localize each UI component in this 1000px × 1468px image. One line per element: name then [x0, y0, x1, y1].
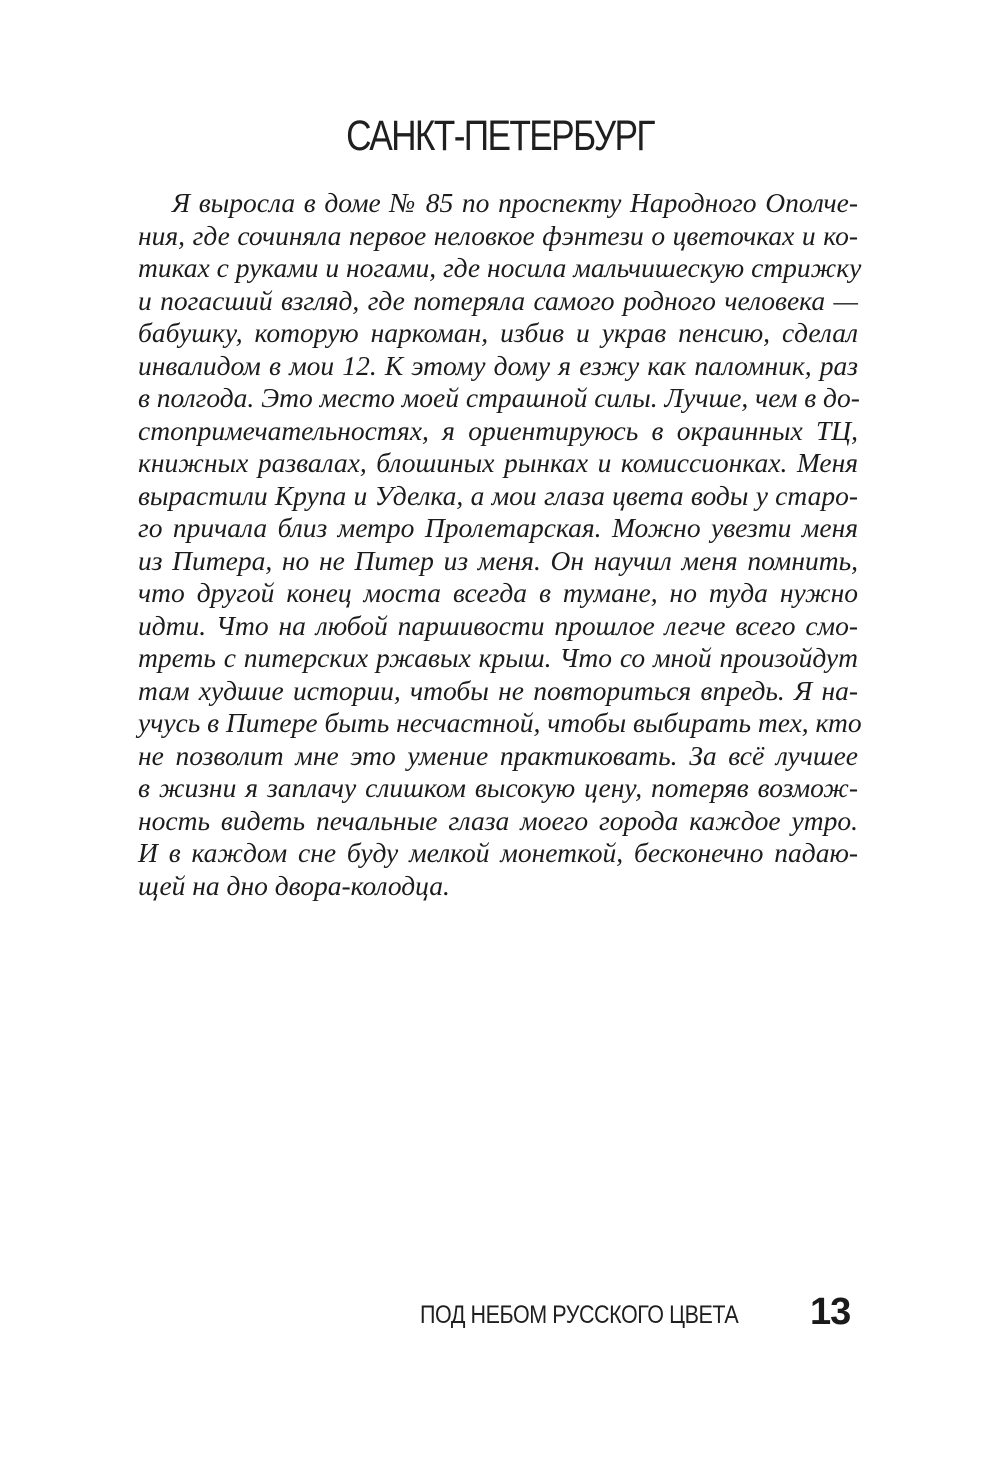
- text-line: что другой конец моста всегда в тумане, но туда нужно: [138, 577, 858, 608]
- text-line: щей на дно двора-колодца.: [138, 869, 450, 901]
- text-line: учусь в Питере быть несчастной, чтобы выбирать тех, кто: [138, 707, 862, 738]
- text-line: из Питера, но не Питер из меня. Он научил меня помнить,: [138, 544, 858, 576]
- text-line: инвалидом в мои 12. К этому дому я езжу как паломник, раз: [138, 349, 858, 381]
- text-line: треть с питерских ржавых крыш. Что со мной произойдут: [138, 642, 858, 673]
- text-line: не позволит мне это умение практиковать. За всё лучшее: [138, 739, 858, 771]
- body-paragraph: [138, 187, 862, 902]
- text-line: стопримечательностях, я ориентируюсь в окраинных ТЦ,: [138, 414, 858, 446]
- running-footer-book-title: ПОД НЕБОМ РУССКОГО ЦВЕТА: [420, 1301, 739, 1329]
- text-line: и погасший взгляд, где потеряла самого родного человека —: [138, 284, 858, 316]
- text-line: И в каждом сне буду мелкой монеткой, бесконечно падаю-: [138, 837, 858, 868]
- text-line: ность видеть печальные глаза моего города каждое утро.: [138, 804, 858, 836]
- text-line: Я выросла в доме № 85 по проспекту Народного Ополче-: [172, 187, 858, 218]
- text-line: тиках с руками и ногами, где носила мальчишескую стрижку: [138, 252, 862, 283]
- text-line: бабушку, которую наркоман, избив и украв пенсию, сделал: [138, 317, 858, 348]
- page-title: САНКТ-ПЕТЕРБУРГ: [346, 112, 654, 160]
- text-line: ния, где сочиняла первое неловкое фэнтези о цветочках и ко-: [138, 219, 858, 251]
- text-line: там худшие истории, чтобы не повториться впредь. Я на-: [138, 674, 858, 706]
- text-line: вырастили Крупа и Уделка, а мои глаза цвета воды у старо-: [138, 479, 858, 511]
- page-number: 13: [810, 1291, 851, 1333]
- text-line: го причала близ метро Пролетарская. Можно увезти меня: [138, 512, 858, 543]
- text-line: в полгода. Это место моей страшной силы. Лучше, чем в до-: [138, 382, 860, 413]
- text-line: книжных развалах, блошиных рынках и комиссионках. Меня: [138, 447, 858, 478]
- text-line: идти. Что на любой паршивости прошлое легче всего смо-: [138, 609, 858, 641]
- text-line: в жизни я заплачу слишком высокую цену, потеряв возмож-: [138, 772, 858, 803]
